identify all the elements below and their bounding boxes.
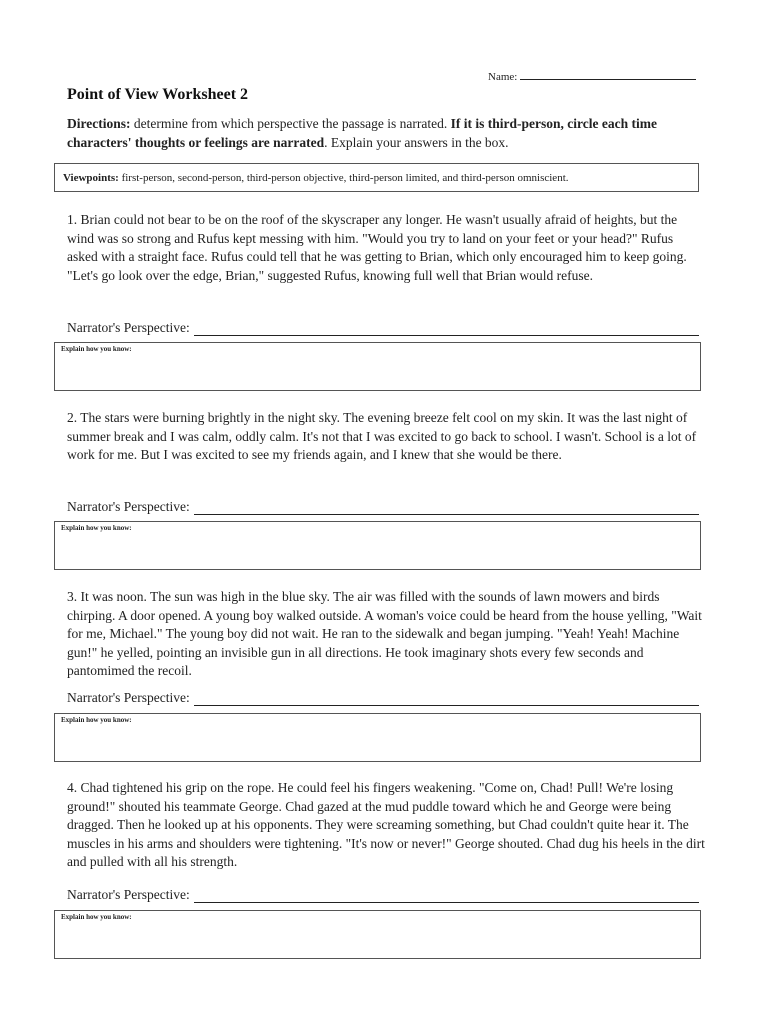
name-field[interactable]: [488, 70, 696, 83]
viewpoints-label: Viewpoints:: [63, 172, 119, 184]
perspective-label: Narrator's Perspective:: [67, 690, 190, 705]
perspective-label: Narrator's Perspective:: [67, 887, 190, 902]
explain-label: Explain how you know:: [61, 716, 132, 724]
directions-text-end: . Explain your answers in the box.: [324, 135, 509, 150]
question-4: 4. Chad tightened his grip on the rope. He could feel his fingers weakening. "Come on, Chad! Pull! We're losing ground!" shouted his teammate George. Chad gazed at the mud puddle toward which he and George were being dragged. Then he looked up at his opponents. They were screaming something, but Chad couldn't quite hear it. The muscles in his arms and shoulders were tightening. "It's now or never!" George shouted. Chad dug his heels in the dirt and pulled with all his strength.: [67, 780, 705, 869]
explain-box-1[interactable]: [54, 342, 701, 391]
perspective-label: Narrator's Perspective:: [67, 320, 190, 335]
perspective-answer-line[interactable]: [194, 691, 699, 706]
name-blank[interactable]: [520, 70, 696, 80]
perspective-answer-line[interactable]: [194, 321, 699, 336]
explain-label: Explain how you know:: [61, 524, 132, 532]
perspective-row-3: [67, 690, 699, 706]
viewpoints-box: [54, 163, 699, 192]
question-3: 3. It was noon. The sun was high in the blue sky. The air was filled with the sounds of lawn mowers and birds chirping. A door opened. A young boy walked outside. A woman's voice could be heard from the house yelling, "Wait for me, Michael." The young boy did not wait. He ran to the sidewalk and began jumping. "Yeah! Yeah! Machine gun!" he yelled, pointing an invisible gun in all directions. He took imaginary shots every few seconds and pantomimed the recoil.: [67, 589, 702, 678]
perspective-label: Narrator's Perspective:: [67, 499, 190, 514]
explain-label: Explain how you know:: [61, 913, 132, 921]
perspective-row-2: [67, 499, 699, 515]
directions: [67, 114, 707, 152]
perspective-row-1: [67, 320, 699, 336]
name-label: Name:: [488, 71, 518, 83]
viewpoints-text: first-person, second-person, third-person objective, third-person limited, and third-person omniscient.: [118, 172, 569, 184]
perspective-row-4: [67, 887, 699, 903]
explain-box-4[interactable]: [54, 910, 701, 959]
question-1: 1. Brian could not bear to be on the roof of the skyscraper any longer. He wasn't usually afraid of heights, but the wind was so strong and Rufus kept messing with him. "Would you try to land on your feet or your head?" Rufus asked with a straight face. Rufus could tell that he was getting to Brian, which only encouraged him to keep going. "Let's go look over the edge, Brian," suggested Rufus, knowing full well that Brian would refuse.: [67, 212, 687, 283]
explain-label: Explain how you know:: [61, 345, 132, 353]
directions-bold-text: If it is third-person, circle each time characters' thoughts or feelings are narrated: [67, 116, 657, 150]
explain-box-2[interactable]: [54, 521, 701, 570]
perspective-answer-line[interactable]: [194, 500, 699, 515]
question-2: 2. The stars were burning brightly in the night sky. The evening breeze felt cool on my skin. It was the last night of summer break and I was calm, oddly calm. It's not that I was excited to go back to school. I wasn't. School is a lot of work for me. But I was excited to see my friends again, and I knew that she would be there.: [67, 410, 697, 462]
explain-box-3[interactable]: [54, 713, 701, 762]
directions-text: determine from which perspective the passage is narrated.: [130, 116, 451, 131]
directions-label: Directions:: [67, 116, 131, 131]
page-title: Point of View Worksheet 2: [67, 86, 249, 103]
perspective-answer-line[interactable]: [194, 888, 699, 903]
